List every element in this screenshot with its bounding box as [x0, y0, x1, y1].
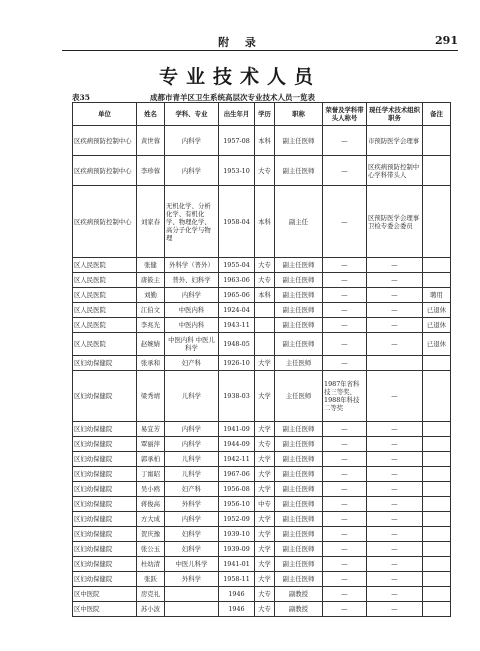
birth-cell: 1939-09: [219, 542, 255, 557]
education-cell: 大专: [255, 258, 275, 273]
table-row: [73, 437, 451, 452]
unit-cell: 区妇幼保健院: [73, 512, 137, 527]
field-cell: 妇产科: [165, 356, 219, 371]
post-cell: —: [367, 437, 423, 452]
table-row: [73, 186, 451, 258]
honor-cell: —: [323, 303, 367, 318]
birth-cell: 1958-04: [219, 186, 255, 258]
post-cell: —: [367, 572, 423, 587]
title-cell: 副主任医师: [275, 512, 323, 527]
field-cell: 中医内科 中医儿科学: [165, 333, 219, 356]
unit-cell: 区人民医院: [73, 303, 137, 318]
header-rule: [62, 50, 458, 51]
education-cell: 大专: [255, 602, 275, 617]
birth-cell: 1967-06: [219, 467, 255, 482]
table-row: [73, 258, 451, 273]
note-cell: [423, 482, 451, 497]
name-cell: 梁秀靖: [137, 371, 165, 422]
field-cell: [165, 587, 219, 602]
name-cell: 郭承柏: [137, 452, 165, 467]
field-cell: 无机化学、分析化学、有机化学、物理化学、高分子化学与物理: [165, 186, 219, 258]
title-cell: 副主任医师: [275, 482, 323, 497]
personnel-table: [72, 102, 451, 617]
field-cell: 中医内科: [165, 318, 219, 333]
unit-cell: 区妇幼保健院: [73, 371, 137, 422]
post-cell: —: [367, 467, 423, 482]
table-row: [73, 273, 451, 288]
table-row: [73, 288, 451, 303]
post-cell: 市预防医学会理事: [367, 126, 423, 156]
post-cell: —: [367, 303, 423, 318]
field-cell: 内科学: [165, 126, 219, 156]
unit-cell: 区疾病预防控制中心: [73, 186, 137, 258]
field-cell: 内科学: [165, 422, 219, 437]
title-cell: 副主任: [275, 186, 323, 258]
education-cell: [255, 333, 275, 356]
education-cell: 大学: [255, 482, 275, 497]
unit-cell: 区人民医院: [73, 288, 137, 303]
birth-cell: 1946: [219, 602, 255, 617]
field-cell: [165, 602, 219, 617]
title-cell: 副主任医师: [275, 497, 323, 512]
post-cell: [367, 356, 423, 371]
note-cell: [423, 527, 451, 542]
birth-cell: 1948-05: [219, 333, 255, 356]
note-cell: [423, 371, 451, 422]
education-cell: 大学: [255, 356, 275, 371]
honor-cell: —: [323, 126, 367, 156]
unit-cell: 区中医院: [73, 602, 137, 617]
note-cell: [423, 572, 451, 587]
title-cell: 副主任医师: [275, 273, 323, 288]
title-cell: 副主任医师: [275, 318, 323, 333]
education-cell: 大学: [255, 572, 275, 587]
field-cell: 内科学: [165, 288, 219, 303]
note-cell: 聘用: [423, 288, 451, 303]
title-cell: 副主任医师: [275, 527, 323, 542]
post-cell: 区疾病预防控制中心学科带头人: [367, 156, 423, 186]
post-cell: —: [367, 542, 423, 557]
name-cell: 方大成: [137, 512, 165, 527]
title-cell: 副主任医师: [275, 557, 323, 572]
honor-cell: —: [323, 156, 367, 186]
birth-cell: 1965-06: [219, 288, 255, 303]
name-cell: 吴小鸥: [137, 482, 165, 497]
note-cell: [423, 422, 451, 437]
honor-cell: —: [323, 452, 367, 467]
name-cell: 苏小波: [137, 602, 165, 617]
birth-cell: 1955-04: [219, 258, 255, 273]
unit-cell: 区妇幼保健院: [73, 356, 137, 371]
honor-cell: —: [323, 422, 367, 437]
running-head: 附 录: [218, 36, 262, 49]
table-title: 成都市青羊区卫生系统高层次专业技术人员一览表: [150, 93, 315, 102]
note-cell: [423, 156, 451, 186]
table-row: [73, 422, 451, 437]
post-cell: —: [367, 318, 423, 333]
education-cell: 大专: [255, 156, 275, 186]
honor-cell: —: [323, 602, 367, 617]
honor-cell: —: [323, 333, 367, 356]
birth-cell: 1946: [219, 587, 255, 602]
column-header: 单位: [73, 103, 137, 126]
unit-cell: 区中医院: [73, 587, 137, 602]
note-cell: [423, 542, 451, 557]
name-cell: 杜幼清: [137, 557, 165, 572]
unit-cell: 区人民医院: [73, 273, 137, 288]
post-cell: —: [367, 602, 423, 617]
education-cell: 大学: [255, 467, 275, 482]
note-cell: [423, 452, 451, 467]
birth-cell: 1939-10: [219, 527, 255, 542]
name-cell: 李珍蓉: [137, 156, 165, 186]
field-cell: 儿科学: [165, 452, 219, 467]
title-cell: 副主任医师: [275, 333, 323, 356]
unit-cell: 区妇幼保健院: [73, 542, 137, 557]
birth-cell: 1938-03: [219, 371, 255, 422]
column-header: 出生年月: [219, 103, 255, 126]
education-cell: [255, 303, 275, 318]
title-cell: 副主任医师: [275, 288, 323, 303]
honor-cell: —: [323, 186, 367, 258]
unit-cell: 区妇幼保健院: [73, 467, 137, 482]
birth-cell: 1956-08: [219, 482, 255, 497]
unit-cell: 区疾病预防控制中心: [73, 126, 137, 156]
post-cell: —: [367, 258, 423, 273]
honor-cell: —: [323, 587, 367, 602]
title-cell: 副主任医师: [275, 542, 323, 557]
name-cell: 刘勤: [137, 288, 165, 303]
note-cell: 已退休: [423, 303, 451, 318]
honor-cell: —: [323, 288, 367, 303]
table-row: [73, 356, 451, 371]
name-cell: 张健: [137, 258, 165, 273]
note-cell: [423, 512, 451, 527]
name-cell: 丁甯昭: [137, 467, 165, 482]
field-cell: 外科学（普外）: [165, 258, 219, 273]
education-cell: 大专: [255, 273, 275, 288]
title-cell: 副主任医师: [275, 258, 323, 273]
note-cell: [423, 437, 451, 452]
unit-cell: 区疾病预防控制中心: [73, 156, 137, 186]
field-cell: 妇科学: [165, 542, 219, 557]
birth-cell: 1952-09: [219, 512, 255, 527]
education-cell: 大学: [255, 371, 275, 422]
name-cell: 赵婉婧: [137, 333, 165, 356]
name-cell: 蒋俊高: [137, 497, 165, 512]
honor-cell: 1987年省科技三等奖、1988年科技二等奖: [323, 371, 367, 422]
table-row: [73, 303, 451, 318]
birth-cell: 1941-01: [219, 557, 255, 572]
title-cell: 副主任医师: [275, 156, 323, 186]
education-cell: 中专: [255, 497, 275, 512]
note-cell: [423, 557, 451, 572]
name-cell: 张承和: [137, 356, 165, 371]
table-row: [73, 512, 451, 527]
title-cell: 副主任医师: [275, 572, 323, 587]
honor-cell: —: [323, 318, 367, 333]
title-cell: 副主任医师: [275, 452, 323, 467]
post-cell: —: [367, 452, 423, 467]
education-cell: 本科: [255, 126, 275, 156]
birth-cell: 1953-10: [219, 156, 255, 186]
post-cell: —: [367, 557, 423, 572]
column-header: 现任学术技术组织职务: [367, 103, 423, 126]
birth-cell: 1941-09: [219, 422, 255, 437]
name-cell: 覃丽萍: [137, 437, 165, 452]
name-cell: 贺庆豫: [137, 527, 165, 542]
post-cell: —: [367, 371, 423, 422]
field-cell: 妇科学: [165, 527, 219, 542]
honor-cell: —: [323, 356, 367, 371]
column-header: 职称: [275, 103, 323, 126]
table-row: [73, 126, 451, 156]
note-cell: [423, 186, 451, 258]
table-row: [73, 318, 451, 333]
note-cell: [423, 602, 451, 617]
page-number: 291: [435, 34, 458, 47]
table-row: [73, 156, 451, 186]
field-cell: 妇产科: [165, 482, 219, 497]
post-cell: —: [367, 512, 423, 527]
honor-cell: —: [323, 497, 367, 512]
column-header: 学科、专业: [165, 103, 219, 126]
column-header: 备注: [423, 103, 451, 126]
education-cell: 大学: [255, 512, 275, 527]
name-cell: 张跃: [137, 572, 165, 587]
field-cell: 内科学: [165, 156, 219, 186]
education-cell: 本科: [255, 186, 275, 258]
name-cell: 刘家春: [137, 186, 165, 258]
name-cell: 唐筱主: [137, 273, 165, 288]
table-row: [73, 602, 451, 617]
post-cell: —: [367, 333, 423, 356]
education-cell: 大学: [255, 557, 275, 572]
table-row: [73, 542, 451, 557]
education-cell: 大学: [255, 542, 275, 557]
name-cell: 房克礼: [137, 587, 165, 602]
birth-cell: 1956-10: [219, 497, 255, 512]
title-cell: 副主任医师: [275, 303, 323, 318]
column-header: 姓名: [137, 103, 165, 126]
education-cell: 大专: [255, 437, 275, 452]
unit-cell: 区妇幼保健院: [73, 527, 137, 542]
honor-cell: —: [323, 258, 367, 273]
section-title: 专业技术人员: [158, 66, 321, 88]
post-cell: —: [367, 422, 423, 437]
table-row: [73, 333, 451, 356]
honor-cell: —: [323, 557, 367, 572]
field-cell: 儿科学: [165, 371, 219, 422]
honor-cell: —: [323, 437, 367, 452]
honor-cell: —: [323, 572, 367, 587]
name-cell: 李兆光: [137, 318, 165, 333]
table-row: [73, 557, 451, 572]
post-cell: —: [367, 482, 423, 497]
field-cell: 内科学: [165, 437, 219, 452]
column-header: 学历: [255, 103, 275, 126]
table-row: [73, 467, 451, 482]
note-cell: 已退休: [423, 333, 451, 356]
table-row: [73, 587, 451, 602]
honor-cell: —: [323, 542, 367, 557]
note-cell: [423, 497, 451, 512]
honor-cell: —: [323, 482, 367, 497]
note-cell: [423, 467, 451, 482]
post-cell: —: [367, 527, 423, 542]
birth-cell: 1943-11: [219, 318, 255, 333]
birth-cell: 1942-11: [219, 452, 255, 467]
table-row: [73, 482, 451, 497]
field-cell: 中医儿科学: [165, 557, 219, 572]
post-cell: —: [367, 288, 423, 303]
unit-cell: 区人民医院: [73, 258, 137, 273]
field-cell: 儿科学: [165, 467, 219, 482]
note-cell: [423, 273, 451, 288]
table-row: [73, 452, 451, 467]
birth-cell: 1926-10: [219, 356, 255, 371]
birth-cell: 1958-11: [219, 572, 255, 587]
title-cell: 副教授: [275, 587, 323, 602]
title-cell: 副教授: [275, 602, 323, 617]
title-cell: 副主任医师: [275, 126, 323, 156]
birth-cell: 1957-08: [219, 126, 255, 156]
name-cell: 易宜芳: [137, 422, 165, 437]
note-cell: [423, 356, 451, 371]
field-cell: 外科学: [165, 572, 219, 587]
table-row: [73, 371, 451, 422]
title-cell: 主任医师: [275, 356, 323, 371]
birth-cell: 1924-04: [219, 303, 255, 318]
unit-cell: 区人民医院: [73, 333, 137, 356]
unit-cell: 区妇幼保健院: [73, 437, 137, 452]
honor-cell: —: [323, 467, 367, 482]
education-cell: [255, 318, 275, 333]
unit-cell: 区妇幼保健院: [73, 482, 137, 497]
title-cell: 主任医师: [275, 371, 323, 422]
unit-cell: 区妇幼保健院: [73, 452, 137, 467]
name-cell: 张公玉: [137, 542, 165, 557]
title-cell: 副主任医师: [275, 467, 323, 482]
education-cell: 大学: [255, 452, 275, 467]
note-cell: [423, 126, 451, 156]
field-cell: 普外、妇科学: [165, 273, 219, 288]
field-cell: 外科学: [165, 497, 219, 512]
post-cell: —: [367, 497, 423, 512]
education-cell: 本科: [255, 288, 275, 303]
table-row: [73, 527, 451, 542]
education-cell: 大专: [255, 587, 275, 602]
education-cell: 大学: [255, 527, 275, 542]
table-header-row: [73, 103, 451, 126]
name-cell: 江伯文: [137, 303, 165, 318]
field-cell: 中医内科: [165, 303, 219, 318]
column-header: 荣誉及学科带头人称号: [323, 103, 367, 126]
table-row: [73, 572, 451, 587]
post-cell: 区预防医学会理事卫检专委会委员: [367, 186, 423, 258]
unit-cell: 区妇幼保健院: [73, 572, 137, 587]
table-number: 表35: [72, 93, 90, 102]
post-cell: —: [367, 273, 423, 288]
honor-cell: —: [323, 527, 367, 542]
note-cell: [423, 587, 451, 602]
unit-cell: 区妇幼保健院: [73, 557, 137, 572]
note-cell: [423, 258, 451, 273]
honor-cell: —: [323, 273, 367, 288]
birth-cell: 1963-06: [219, 273, 255, 288]
post-cell: —: [367, 587, 423, 602]
title-cell: 副主任医师: [275, 437, 323, 452]
name-cell: 黄世蓉: [137, 126, 165, 156]
table-body: [73, 126, 451, 617]
unit-cell: 区妇幼保健院: [73, 497, 137, 512]
title-cell: 副主任医师: [275, 422, 323, 437]
education-cell: 大学: [255, 422, 275, 437]
table-row: [73, 497, 451, 512]
note-cell: 已退休: [423, 318, 451, 333]
birth-cell: 1944-09: [219, 437, 255, 452]
unit-cell: 区人民医院: [73, 318, 137, 333]
field-cell: 内科学: [165, 512, 219, 527]
honor-cell: —: [323, 512, 367, 527]
unit-cell: 区妇幼保健院: [73, 422, 137, 437]
